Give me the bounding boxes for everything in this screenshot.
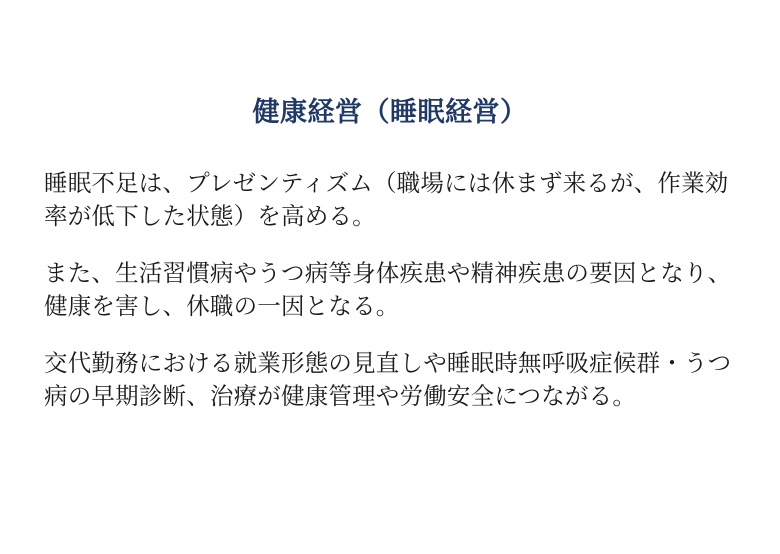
body-paragraph: 睡眠不足は、プレゼンティズム（職場には休まず来るが、作業効率が低下した状態）を高める。 — [44, 169, 729, 229]
body-paragraph: また、生活習慣病やうつ病等身体疾患や精神疾患の要因となり、健康を害し、休職の一因となる。 — [44, 259, 732, 320]
body-paragraph: 交代勤務における就業形態の見直しや睡眠時無呼吸症候群・うつ病の早期診断、治療が健康管理や労働安全につながる。 — [44, 349, 732, 410]
page-title: 健康経営（睡眠経営） — [252, 97, 528, 128]
slide-body — [44, 143, 744, 414]
